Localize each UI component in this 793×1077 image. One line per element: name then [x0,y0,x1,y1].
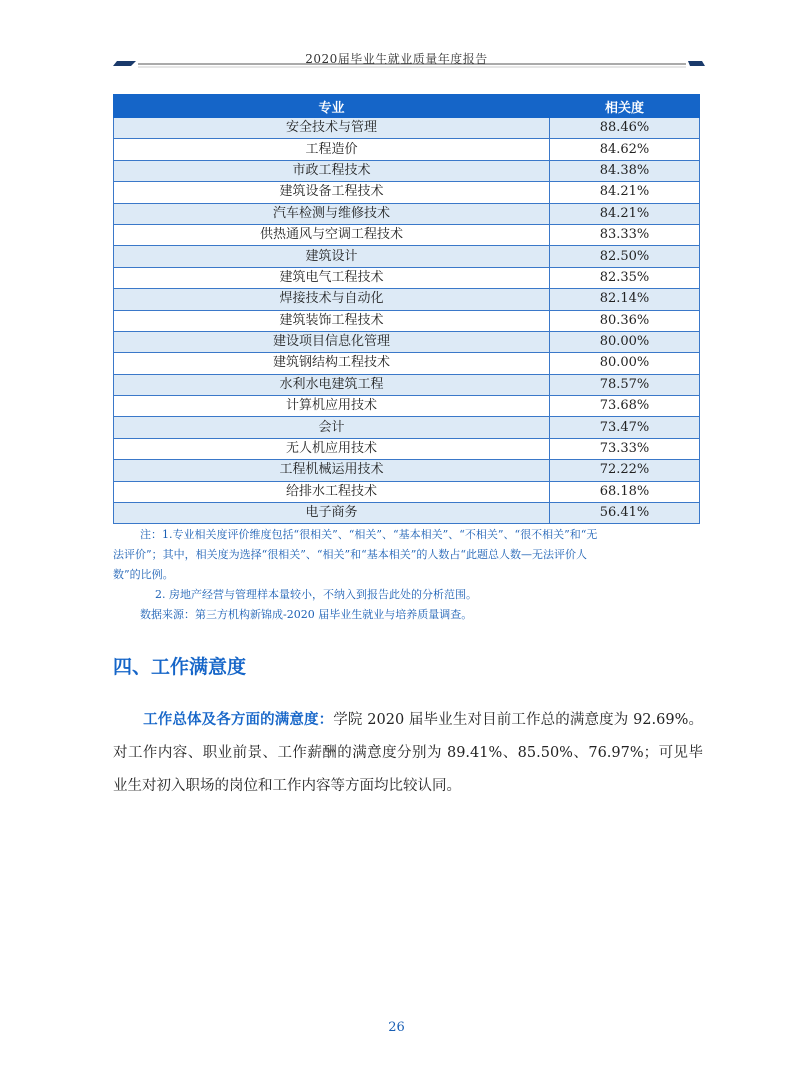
cell-major: 建筑钢结构工程技术 [114,353,550,374]
paragraph-text: 学院 2020 届毕业生对目前工作总的满意度为 92.69%。对工作内容、职业前景、工作薪酬的满意度分别为 89.41%、85.50%、76.97%；可见毕业生对初入职场的岗位和工作内容等方面均比较认同。 [113,712,704,794]
cell-relevance: 80.00% [550,353,700,374]
cell-relevance: 83.33% [550,224,700,245]
cell-relevance: 78.57% [550,374,700,395]
cell-major: 焊接技术与自动化 [114,289,550,310]
page-number: 26 [388,1020,405,1035]
cell-major: 会计 [114,417,550,438]
table-row [114,267,700,288]
table-row [114,246,700,267]
relevance-table [113,94,700,524]
cell-major: 供热通风与空调工程技术 [114,224,550,245]
cell-relevance: 84.62% [550,139,700,160]
table-row [114,139,700,160]
column-header-relevance: 相关度 [550,95,700,118]
cell-relevance: 84.21% [550,203,700,224]
table-row [114,310,700,331]
table-row [114,503,700,524]
note-1-line-3: 数”的比例。 [113,568,174,581]
note-1-line-1: 注：1.专业相关度评价维度包括“很相关”、“相关”、“基本相关”、“不相关”、“很不相关”和“无 [140,528,598,541]
cell-major: 工程造价 [114,139,550,160]
cell-relevance: 73.68% [550,396,700,417]
table-row [114,460,700,481]
table-notes [113,525,703,625]
cell-relevance: 56.41% [550,503,700,524]
data-source: 数据来源：第三方机构新锦成-2020 届毕业生就业与培养质量调查。 [140,608,473,621]
table-row [114,118,700,139]
cell-relevance: 80.36% [550,310,700,331]
cell-relevance: 84.38% [550,160,700,181]
table-row [114,353,700,374]
table-row [114,438,700,459]
column-header-major: 专业 [114,95,550,118]
cell-major: 电子商务 [114,503,550,524]
cell-relevance: 73.47% [550,417,700,438]
table-row [114,481,700,502]
table-row [114,224,700,245]
table-row [114,289,700,310]
cell-major: 计算机应用技术 [114,396,550,417]
cell-relevance: 82.14% [550,289,700,310]
table-row [114,182,700,203]
cell-relevance: 80.00% [550,331,700,352]
cell-relevance: 73.33% [550,438,700,459]
cell-relevance: 82.35% [550,267,700,288]
cell-major: 安全技术与管理 [114,118,550,139]
paragraph-lead: 工作总体及各方面的满意度： [143,712,334,728]
cell-major: 工程机械运用技术 [114,460,550,481]
cell-major: 无人机应用技术 [114,438,550,459]
note-2: 2. 房地产经营与管理样本量较小，不纳入到报告此处的分析范围。 [155,588,477,601]
table-row [114,160,700,181]
table-header-row [114,95,700,118]
section-title: 四、工作满意度 [113,656,247,678]
cell-relevance: 72.22% [550,460,700,481]
header-title: 2020届毕业生就业质量年度报告 [305,52,488,66]
cell-major: 建设项目信息化管理 [114,331,550,352]
cell-relevance: 84.21% [550,182,700,203]
cell-major: 建筑设备工程技术 [114,182,550,203]
cell-major: 汽车检测与维修技术 [114,203,550,224]
cell-relevance: 88.46% [550,118,700,139]
table-row [114,203,700,224]
table-row [114,374,700,395]
table-row [114,331,700,352]
cell-major: 建筑设计 [114,246,550,267]
cell-major: 建筑电气工程技术 [114,267,550,288]
cell-major: 市政工程技术 [114,160,550,181]
cell-major: 建筑装饰工程技术 [114,310,550,331]
cell-relevance: 68.18% [550,481,700,502]
cell-major: 给排水工程技术 [114,481,550,502]
cell-major: 水利水电建筑工程 [114,374,550,395]
note-1-line-2: 法评价”；其中，相关度为选择“很相关”、“相关”和“基本相关”的人数占“此题总人数—无法评价人 [113,548,587,561]
body-paragraph [113,704,703,803]
page-header [0,0,793,80]
table-row [114,396,700,417]
cell-relevance: 82.50% [550,246,700,267]
table-row [114,417,700,438]
